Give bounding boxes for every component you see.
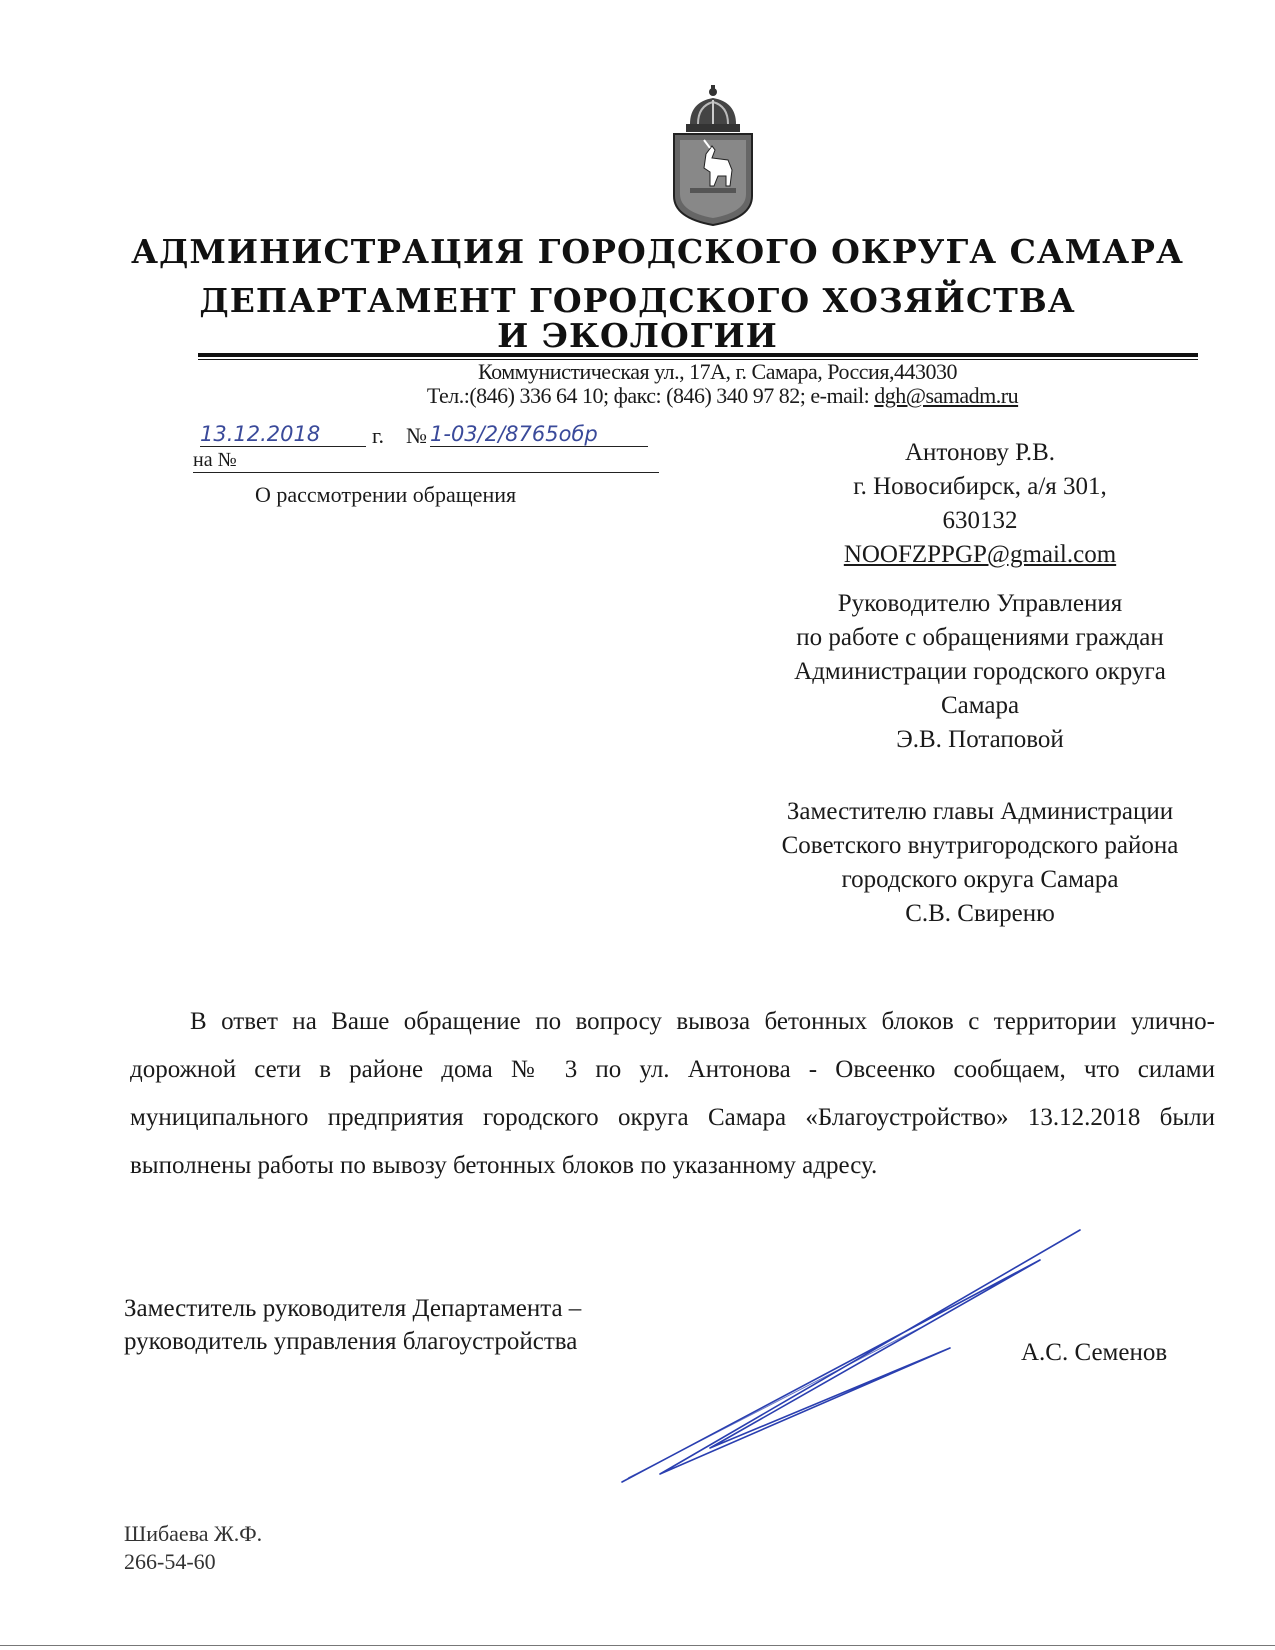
- header-line-3: И ЭКОЛОГИИ: [497, 316, 778, 355]
- recipient-2: [700, 587, 1260, 757]
- executor-name: Шибаева Ж.Ф.: [124, 1521, 263, 1546]
- recipient-line: Заместителю главы Администрации: [786, 798, 1174, 825]
- recipient-line: Советского внутригородского района: [781, 832, 1179, 859]
- recipient-line: Э.В. Потаповой: [896, 726, 1064, 753]
- recipient-line: Антонову Р.В.: [904, 439, 1056, 466]
- header-line-1: АДМИНИСТРАЦИЯ ГОРОДСКОГО ОКРУГА САМАРА: [131, 232, 1184, 271]
- page-bottom-edge: [0, 1645, 1275, 1646]
- recipient-line: Руководителю Управления: [837, 590, 1123, 617]
- letter-subject: О рассмотрении обращения: [255, 482, 517, 507]
- recipient-line: 630132: [942, 507, 1018, 534]
- executor-phone: 266-54-60: [124, 1549, 216, 1574]
- header-email-link[interactable]: dgh@samadm.ru: [874, 383, 1019, 408]
- recipient-line: С.В. Свирeню: [905, 900, 1055, 927]
- signatory-name: А.С. Семенов: [1021, 1339, 1168, 1366]
- registration-number-label: №: [406, 423, 427, 448]
- letter-body-text: В ответ на Ваше обращение по вопросу вывоза бетонных блоков с территории улично-дорожной сети в районе дома № 3 по ул. Антонова - Овсеенко сообщаем, что силами муниципального предприятия городского округа Самара «Благоустройство» 13.12.2018 были выполнены работы по вывозу бетонных блоков по указанному адресу.: [130, 1008, 1215, 1179]
- signatory-title-line: руководитель управления благоустройства: [124, 1328, 578, 1355]
- recipient-email-link[interactable]: NOOFZPPGP@gmail.com: [843, 541, 1117, 568]
- recipient-line: Самара: [940, 692, 1020, 719]
- registration-year-suffix: г.: [372, 423, 385, 448]
- recipient-line: по работе с обращениями граждан: [796, 624, 1164, 651]
- recipient-line: городского округа Самара: [841, 866, 1119, 893]
- registration-date: 13.12.2018: [200, 422, 366, 447]
- samara-coat-of-arms-icon: [668, 84, 758, 226]
- header-line-2: ДЕПАРТАМЕНТ ГОРОДСКОГО ХОЗЯЙСТВА: [199, 281, 1076, 320]
- header-contacts: [0, 383, 1275, 409]
- registration-number: 1-03/2/8765обр: [430, 422, 648, 447]
- reply-to-number: на №: [193, 449, 659, 473]
- executor-info: [124, 1520, 262, 1576]
- recipient-1: [700, 436, 1260, 572]
- recipient-3: [700, 795, 1260, 931]
- signatory-title-line: Заместитель руководителя Департамента –: [124, 1295, 582, 1322]
- recipient-line: Администрации городского округа: [794, 658, 1166, 685]
- signature-scribble-icon: [620, 1228, 1090, 1488]
- letter-body: [130, 998, 1215, 1190]
- signatory-title: [124, 1292, 581, 1358]
- recipient-line: г. Новосибирск, а/я 301,: [853, 473, 1107, 500]
- contacts-text: Тел.:(846) 336 64 10; факс: (846) 340 97 82; e-mail:: [426, 383, 875, 408]
- header-address: Коммунистическая ул., 17А, г. Самара, Россия,443030: [478, 359, 957, 384]
